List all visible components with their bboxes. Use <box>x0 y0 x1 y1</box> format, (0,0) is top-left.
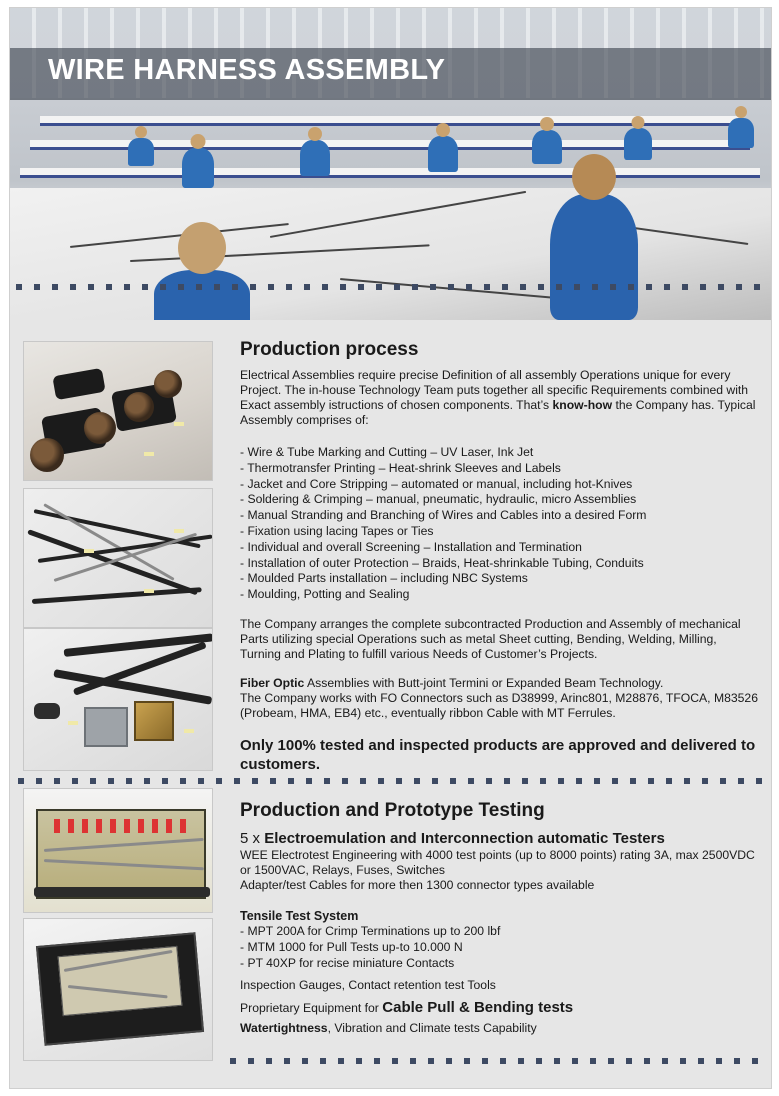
wee-paragraph: WEE Electrotest Engineering with 4000 test points (up to 8000 points) rating 3A, max 2500VDC or 1500VAC, Relays, Fuses, Switches <box>240 847 755 877</box>
page-title: WIRE HARNESS ASSEMBLY <box>48 54 446 86</box>
list-item: - Fixation using lacing Tapes or Ties <box>240 523 434 538</box>
factory-floor-photo <box>10 8 771 320</box>
worker <box>182 148 214 188</box>
list-item: - PT 40XP for recise miniature Contacts <box>240 955 455 970</box>
worker <box>532 130 562 164</box>
gauges-paragraph: Inspection Gauges, Contact retention test Tools <box>240 977 496 992</box>
proprietary-paragraph: Proprietary Equipment for Cable Pull & Bending tests <box>240 998 574 1016</box>
list-item: - Moulded Parts installation – including NBC Systems <box>240 571 528 586</box>
worker <box>154 270 250 320</box>
list-item: - MPT 200A for Crimp Terminations up to 200 lbf <box>240 924 501 939</box>
electrotest-relay-board-photo <box>23 788 213 913</box>
worker <box>300 140 330 176</box>
rectangular-connectors-photo <box>23 628 213 771</box>
worker <box>728 118 754 148</box>
assembly-table <box>10 188 771 320</box>
quality-statement: Only 100% tested and inspected products are approved and delivered to customers. <box>240 736 756 773</box>
watertightness-paragraph: Watertightness, Vibration and Climate tests Capability <box>240 1020 537 1035</box>
testing-body <box>240 831 760 1036</box>
wire-harness-bundles-photo <box>23 488 213 628</box>
production-process-body <box>240 368 760 774</box>
dotted-divider <box>16 284 761 290</box>
adapter-paragraph: Adapter/test Cables for more then 1300 connector types available <box>240 877 595 892</box>
circular-connectors-photo <box>23 341 213 481</box>
intro-paragraph: Electrical Assemblies require precise Definition of all assembly Operations unique for every Project. The in-house Technology Team puts together all specific Requirements combined with Exact assembly istructions of chosen components. That’s know-how the Company has. Typical Assembly comprises of: <box>240 368 756 427</box>
test-enclosure-photo <box>23 918 213 1061</box>
testers-heading: 5 x Electroemulation and Interconnection automatic Testers <box>240 830 665 847</box>
worker <box>128 138 154 166</box>
testing-heading: Production and Prototype Testing <box>240 800 545 821</box>
worker <box>624 128 652 160</box>
dotted-divider <box>18 778 763 784</box>
list-item: - Soldering & Crimping – manual, pneumatic, hydraulic, micro Assemblies <box>240 492 637 507</box>
fiber-connectors-paragraph: The Company works with FO Connectors such as D38999, Arinc801, M28876, TFOCA, M83526 (Probeam, HMA, EB4) etc., eventually ribbon Cable with MT Ferrules. <box>240 690 758 720</box>
list-item: - Individual and overall Screening – Installation and Termination <box>240 539 582 554</box>
fiber-optic-paragraph: Fiber Optic Assemblies with Butt-joint Termini or Expanded Beam Technology. <box>240 675 664 690</box>
dotted-divider <box>230 1058 760 1064</box>
worker <box>428 136 458 172</box>
list-item: - Jacket and Core Stripping – automated or manual, including hot-Knives <box>240 476 633 491</box>
subcontract-paragraph: The Company arranges the complete subcontracted Production and Assembly of mechanical Parts utilizing special Operations such as metal Sheet cutting, Bending, Welding, Milling, Turning and Plating to fulfill various Needs of Customer’s Projects. <box>240 616 741 661</box>
list-item: - Moulding, Potting and Sealing <box>240 587 410 602</box>
page-frame <box>9 7 772 1089</box>
list-item: - Wire & Tube Marking and Cutting – UV Laser, Ink Jet <box>240 445 534 459</box>
assembly-operations-list <box>240 445 760 603</box>
list-item: - MTM 1000 for Pull Tests up-to 10.000 N <box>240 939 463 954</box>
production-process-heading: Production process <box>240 339 419 360</box>
list-item: - Manual Stranding and Branching of Wires and Cables into a desired Form <box>240 508 647 523</box>
worker <box>550 194 638 320</box>
list-item: - Thermotransfer Printing – Heat-shrink Sleeves and Labels <box>240 460 561 475</box>
tensile-list <box>240 924 760 971</box>
list-item: - Installation of outer Protection – Braids, Heat-shrinkable Tubing, Conduits <box>240 555 644 570</box>
tensile-heading: Tensile Test System <box>240 908 359 923</box>
workbench <box>20 168 760 178</box>
